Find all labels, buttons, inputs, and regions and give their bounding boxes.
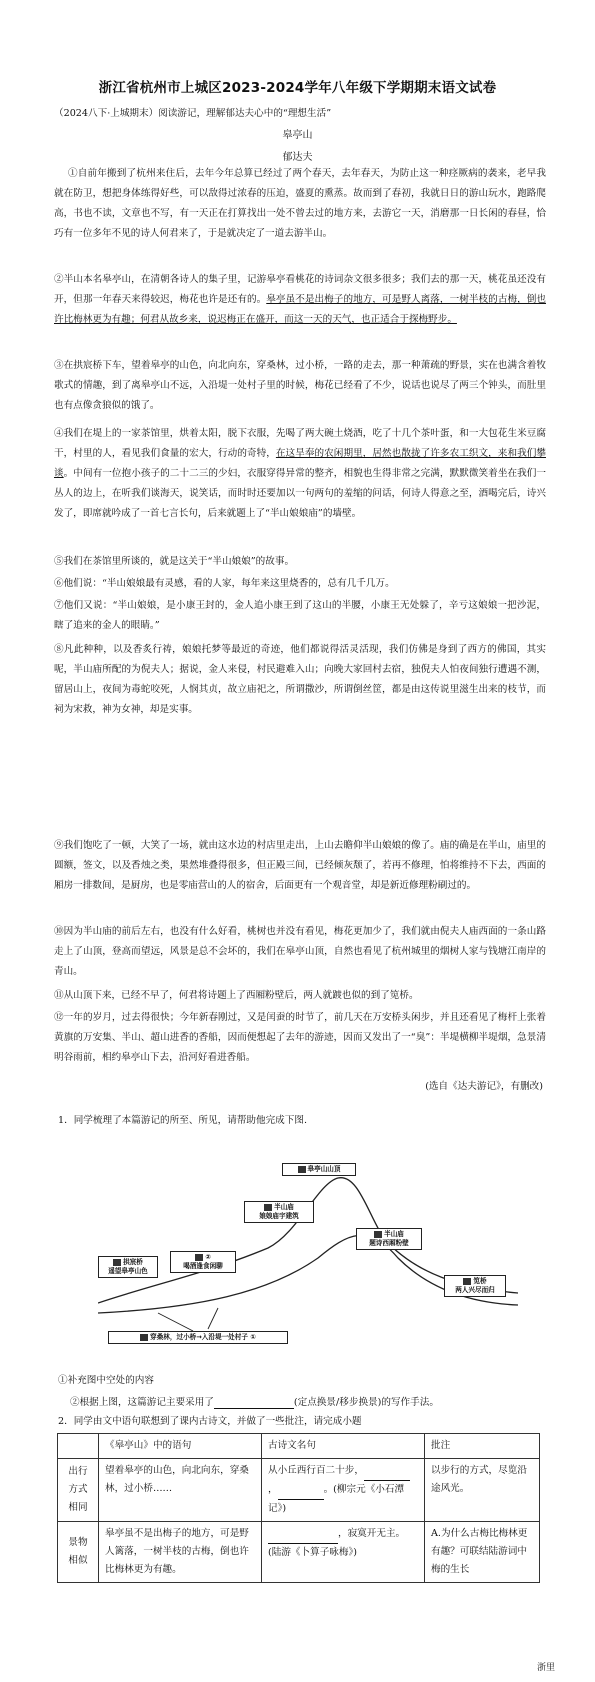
paragraph-4 xyxy=(54,424,546,524)
paragraph-5: ⑤我们在茶馆里所谈的，就是这关于“半山娘娘”的故事。 xyxy=(54,556,295,567)
node-temple-west: 半山庙 题诗西厢粉壁 xyxy=(356,1228,422,1250)
flag-icon xyxy=(195,1254,203,1261)
question-2: 2．同学由文中语句联想到了课内古诗文，并做了一些批注，请完成小题 xyxy=(58,1416,362,1427)
source-note: (选自《达夫游记》，有删改) xyxy=(425,1081,543,1092)
flag-icon xyxy=(463,1278,471,1285)
cell-sentence: 望着皋亭的山色，向北向东，穿桑林，过小桥…… xyxy=(99,1459,262,1522)
paragraph-9: ⑨我们饱吃了一顿，大笑了一场，就由这水边的村店里走出，上山去瞻仰半山娘娘的像了。庙的确是在半山，庙里的圆额，签文，以及香烛之类，果然堆叠得很多，但正殿三间，已经倾灰颓了，若再不修理，怕将维持不下去，西面的厢房一排数间，是厨房，也是零庙营山的人的宿舍，后面更有一个观音堂，却是新近修理粉刷过的。 xyxy=(54,840,546,891)
node-jian-bridge: 笕桥 两人兴尽而归 xyxy=(444,1275,506,1297)
route-path-svg xyxy=(98,1163,518,1355)
table-header-empty xyxy=(58,1434,99,1459)
paragraph-2 xyxy=(54,270,546,330)
paragraph-12: ⑫一年的岁月，过去得很快；今年新春刚过，又是闰蚕的时节了，前几天在万安桥头闲步，并且还看见了梅杆上张着黄旗的万安集、半山、超山进香的香船，因而便想起了去年的游迹，因而又发出了一“臭”：半堤横柳半堤烟，急景清明谷雨前，相约皋亭山下去，沿河好看进香船。 xyxy=(54,1012,546,1063)
flag-icon xyxy=(264,1204,272,1211)
paragraph-10: ⑩因为半山庙的前后左右，也没有什么好看，桃树也并没有看见，梅花更加少了，我们就由倪夫人庙西面的一条山路走上了山顶，登高而望远，风景是总不会坏的，我们在皋亭山顶，自然也看见了杭州城里的烟树人家与钱塘江南岸的青山。 xyxy=(54,926,546,977)
node-bottom-route: 穿桑林，过小桥→入沿堤一处村子 ① xyxy=(108,1331,288,1344)
table-row xyxy=(58,1522,540,1583)
essay-author: 郁达夫 xyxy=(282,152,313,163)
paragraph-7: ⑦他们又说：“半山娘娘，是小康王封的，金人追小康王到了这山的半腰，小康王无处躲了，辛亏这娘娘一把沙泥，瞎了追来的金人的眼睛。” xyxy=(54,600,546,631)
flag-icon xyxy=(374,1231,382,1238)
route-diagram xyxy=(98,1163,518,1355)
row-head-scenery: 景物相似 xyxy=(58,1522,99,1583)
flag-icon xyxy=(113,1259,121,1266)
paragraph-6: ⑥他们说：“半山娘娘最有灵感，看的人家，每年来这里烧香的，总有几千几万。 xyxy=(54,578,395,589)
flag-icon xyxy=(140,1334,148,1341)
row-head-travel: 出行方式相同 xyxy=(58,1459,99,1522)
paragraph-2-text: ②半山本名皋亭山，在清朝各诗人的集子里，记游皋亭看桃花的诗词杂文很多很多；我们去的那一天，桃花虽还没有开，但那一年春天来得较迟，梅花也许是还有的。 xyxy=(54,274,546,305)
paragraph-4-text-b: 。中间有一位抱小孩子的二十二三的少妇，衣服穿得异常的整齐，相貌也生得非常之完满，默默微笑着坐在我们一丛人的边上，在听我们谈海天，说笑话，而时时还要加以一句两句的羞缩的问话，何诗人得意之至，酒喝完后，诗兴发了，即席就吟成了一首七言长句，后来就题上了“半山娘娘庙”的墙壁。 xyxy=(54,468,547,519)
flag-icon xyxy=(298,1166,306,1173)
table-header-note: 批注 xyxy=(425,1434,540,1459)
answer-blank[interactable] xyxy=(364,1462,410,1481)
node-temple: 半山庙 娘娘庙宇建筑 xyxy=(244,1201,314,1223)
cell-poem: 从小丘西行百二十步， ， 。(柳宗元《小石潭记》) xyxy=(262,1459,425,1522)
page-title: 浙江省杭州市上城区2023-2024学年八年级下学期期末语文试卷 xyxy=(98,80,497,96)
table-header-row xyxy=(58,1434,540,1459)
answer-blank[interactable] xyxy=(278,1481,324,1500)
paragraph-11: ⑪从山顶下来，已经不早了，何君将诗题上了西厢粉壁后，两人就踱也似的到了笕桥。 xyxy=(54,990,419,1001)
node-mountain-top: 皋亭山山顶 xyxy=(282,1163,356,1176)
table-row xyxy=(58,1459,540,1522)
answer-blank[interactable] xyxy=(214,1397,294,1409)
table-header-poem: 古诗文名句 xyxy=(262,1434,425,1459)
page-footer: 浙里 xyxy=(536,1663,555,1673)
question-1-part-2: ②根据上图，这篇游记主要采用了 (定点换景/移步换景)的写作手法。 xyxy=(70,1397,439,1408)
reading-intro: （2024八下·上城期末）阅读游记，理解郁达夫心中的“理想生活” xyxy=(54,108,332,119)
essay-title: 皋亭山 xyxy=(282,130,313,141)
paragraph-4-underlined: 在这旱奉的农闲期里，居然也散拢了许多农工织文，来和我们攀谈 xyxy=(54,448,546,479)
question-1: 1．同学梳理了本篇游记的所至、所见，请帮助他完成下图. xyxy=(58,1115,307,1126)
cell-sentence: 皋亭虽不是出梅子的地方，可是野人篱落，一树半枝的古梅，倒也许比梅林更为有趣。 xyxy=(99,1522,262,1583)
paragraph-4-text-a: ④我们在堤上的一家茶馆里，烘着太阳，脱下衣服，先喝了两大碗土烧酒，吃了十几个茶叶蛋，和一大包花生米豆腐干，村里的人，看见我们食量的宏大，行动的奇特， xyxy=(54,428,546,459)
node-gongchen-bridge: 拱宸桥 遥望皋亭山色 xyxy=(98,1256,158,1278)
table-header-sentence: 《皋亭山》中的语句 xyxy=(99,1434,262,1459)
paragraph-8: ⑧凡此种种，以及香炙行祷，娘娘托梦等最近的奇迹，他们都说得活灵活现，我们仿佛是身到了西方的佛国，其实呢，半山庙所配的为倪夫人；据说，金人来侵，村民避难入山；向晚大家回村去宿，独倪夫人怕夜间独行遭遇不测，留居山上，夜间为毒蛇咬死，人悯其贞，故立庙祀之，所谓撒沙，所谓倒丝筐，都是由这传说里滋生出来的枝节，而祠为宋救，神为女神，却是实事。 xyxy=(54,644,546,715)
question-1-part-1: ①补充图中空处的内容 xyxy=(58,1375,154,1386)
paragraph-3: ③在拱宸桥下车，望着皋亭的山色，向北向东，穿桑林，过小桥，一路的走去，那一种萧疏的野景，实在也满含着牧歌式的情趣，到了离皋亭山不远，入沿堤一处村子里的时候，梅花已经看了不少，说话也说尽了两三个钟头，而肚里也有点像贪狼似的饿了。 xyxy=(54,360,546,411)
paragraph-2-underlined: 皋亭虽不是出梅子的地方，可是野人离落，一树半枝的古梅，倒也许比梅林更为有趣；何君从故乡来，说迟梅正在盛开，而这一天的天气，也正适合于探梅野步。 xyxy=(54,294,547,325)
cell-poem: ，寂寞开无主。(陆游《卜算子咏梅》) xyxy=(262,1522,425,1583)
cell-note: A.为什么古梅比梅林更有趣？可联结陆游词中梅的生长 xyxy=(425,1522,540,1583)
node-teahouse: ② 喝酒逢食闲聊 xyxy=(170,1251,236,1273)
answer-blank[interactable] xyxy=(268,1525,338,1544)
paragraph-1: ①自前年搬到了杭州来住后，去年今年总算已经过了两个春天，去年春天，为防止这一种痉厥病的袭来，老早我就在防卫，想把身体练得好些，可以敌得过浓春的压迫，盛夏的熏蒸。故而到了春初，我就日日的游山玩水，跑路爬高，书也不读，文章也不写，有一天正在打算找出一处不曾去过的地方来，去游它一天，消磨那一日长闲的春昼，恰巧有一位多年不见的诗人何君来了，于是就决定了一道去游半山。 xyxy=(54,168,546,239)
annotation-table xyxy=(57,1433,540,1583)
cell-note: 以步行的方式，尽览沿途风光。 xyxy=(425,1459,540,1522)
